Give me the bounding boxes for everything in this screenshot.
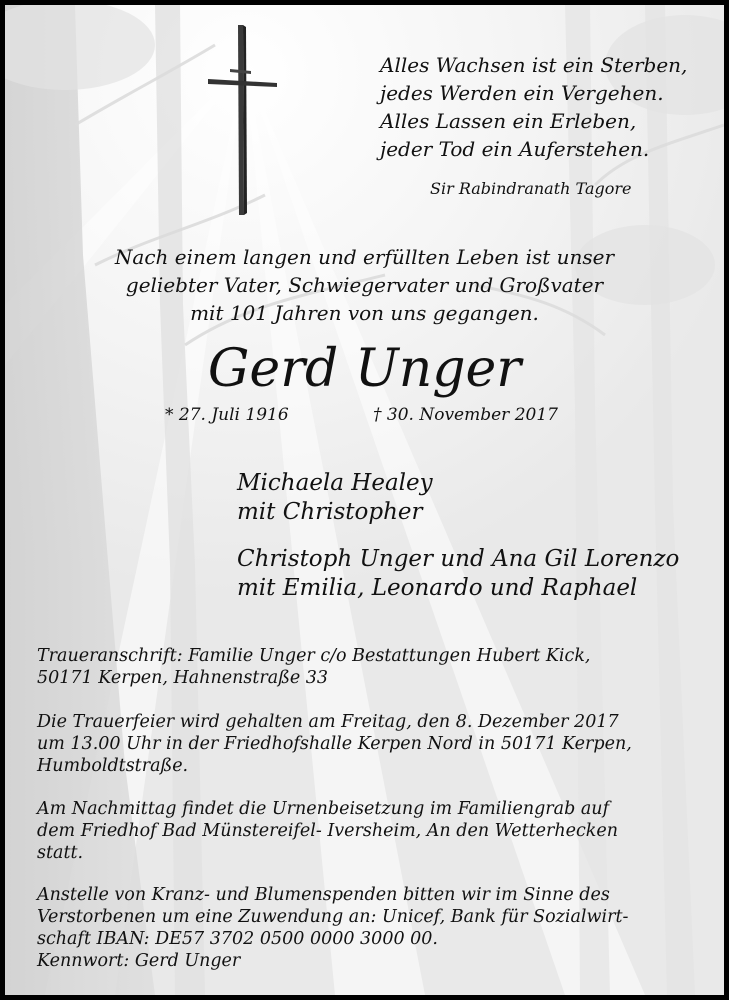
- intro-text: [5, 243, 724, 327]
- info-line: Traueranschrift: Familie Unger c/o Bestattungen Hubert Kick,: [37, 646, 591, 666]
- info-line: Am Nachmittag findet die Urnenbeisetzung im Familiengrab auf: [37, 799, 610, 819]
- poem-line: jedes Werden ein Vergehen.: [380, 81, 664, 105]
- poem-line: Alles Lassen ein Erleben,: [380, 109, 637, 133]
- poem: [380, 51, 687, 163]
- info-line: 50171 Kerpen, Hahnenstraße 33: [37, 668, 329, 688]
- info-line: schaft IBAN: DE57 3702 0500 0000 3000 00.: [37, 929, 438, 949]
- birth-date: * 27. Juli 1916: [165, 405, 289, 425]
- info-line: statt.: [37, 843, 84, 863]
- poem-line: Alles Wachsen ist ein Sterben,: [380, 53, 688, 77]
- poem-author: Sir Rabindranath Tagore: [430, 179, 632, 198]
- info-line: Humboldtstraße.: [37, 756, 189, 776]
- burial-info: [37, 798, 618, 864]
- intro-line: Nach einem langen und erfüllten Leben ist unser: [114, 245, 615, 269]
- death-date: † 30. November 2017: [373, 405, 558, 425]
- family-group: [237, 545, 679, 603]
- info-line: Die Trauerfeier wird gehalten am Freitag, den 8. Dezember 2017: [37, 712, 619, 732]
- info-line: um 13.00 Uhr in der Friedhofshalle Kerpen Nord in 50171 Kerpen,: [37, 734, 632, 754]
- family-member-children: mit Christopher: [237, 499, 423, 525]
- info-line: Anstelle von Kranz- und Blumenspenden bitten wir im Sinne des: [37, 885, 610, 905]
- intro-line: geliebter Vater, Schwiegervater und Großvater: [125, 273, 604, 297]
- info-line: Verstorbenen um eine Zuwendung an: Unicef, Bank für Sozialwirt-: [37, 907, 629, 927]
- deceased-name: Gerd Unger: [207, 339, 522, 399]
- info-line: Kennwort: Gerd Unger: [37, 951, 241, 971]
- intro-line: mit 101 Jahren von uns gegangen.: [190, 301, 539, 325]
- info-line: dem Friedhof Bad Münstereifel- Iversheim, An den Wetterhecken: [37, 821, 619, 841]
- family-member-children: mit Emilia, Leonardo und Raphael: [237, 575, 638, 601]
- mourning-address: [37, 645, 591, 689]
- family-member: Christoph Unger und Ana Gil Lorenzo: [237, 546, 680, 572]
- funeral-ceremony-info: [37, 711, 632, 777]
- poem-line: jeder Tod ein Auferstehen.: [380, 137, 650, 161]
- donation-info: [37, 884, 628, 972]
- family-group: [237, 469, 433, 527]
- family-member: Michaela Healey: [237, 470, 433, 496]
